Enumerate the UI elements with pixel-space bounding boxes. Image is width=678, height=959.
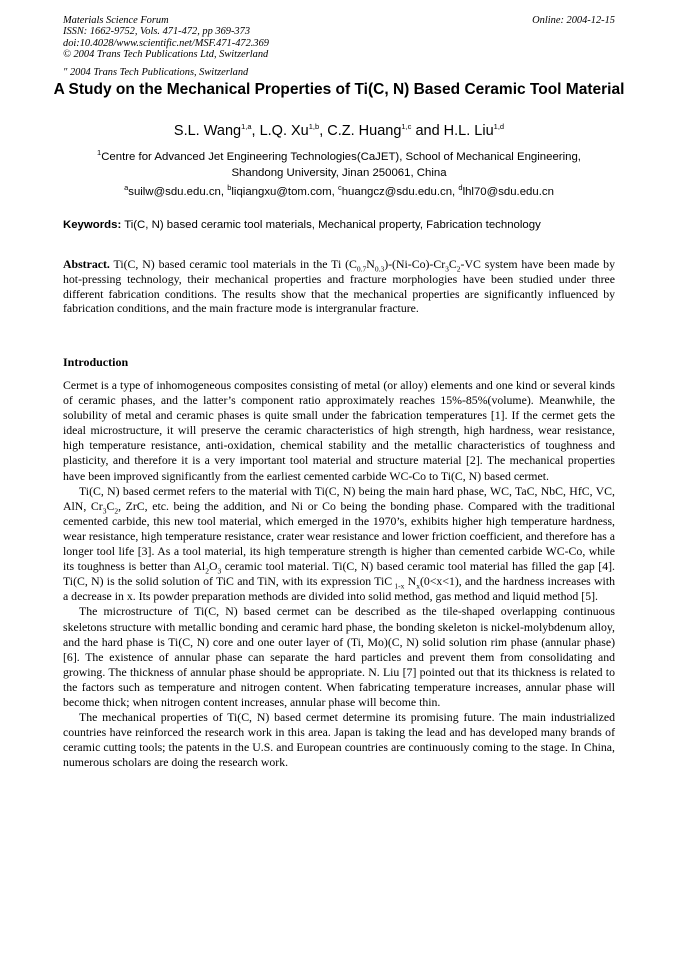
paragraph: The microstructure of Ti(C, N) based cermet can be described as the tile-shaped overlapping continuous skeletons structure with metallic bonding and ceramic hard phase, the bonding skeleton is nickel-molybdenum alloy, and the hard phase is Ti(C, N) core and one outer layer of (Ti, Mo)(C, N) solid solution rim phase (annular phase) [6]. The existence of annular phase can separate the hard particles and prevent them from consolidating and growing. The thickness of annular phase should be appropriate. N. Liu [7] pointed out that its thickness is related to the factors such as temperature and nitrogen content. When fabricating temperature increases, annular phase will become thick; when nitrogen content increases, annular phase will become thin. [63,604,615,709]
copyright-line: © 2004 Trans Tech Publications Ltd, Switzerland [63,49,269,61]
journal-header [63,15,269,61]
email-address[interactable]: suilw@sdu.edu.cn [128,186,221,198]
affiliation [40,150,638,181]
paragraph-sub: 2 [114,506,119,516]
keywords-label: Keywords: [63,219,122,231]
email-sup: d [458,183,463,193]
author-sup: 1,d [493,122,505,132]
email-address[interactable]: lhl70@sdu.edu.cn [462,186,554,198]
abstract-text: N [366,257,375,271]
doi-line: doi:10.4028/www.scientific.net/MSF.471-472.369 [63,37,269,49]
affiliation-line-1: Centre for Advanced Jet Engineering Technologies(CaJET), School of Mechanical Engineering, [101,151,581,163]
affiliation-line-2: Shandong University, Jinan 250061, China [231,166,447,179]
paragraph-sub: 2 [205,566,209,576]
paragraph-sub: x [416,581,420,591]
abstract-text: Ti(C, N) based ceramic tool materials in the Ti (C [113,257,357,271]
author-list: S.L. Wang$^{1,a}$, L.Q. Xu$^{1,b}$, C.Z. Huang$^{1,c}$ and H.L. Liu$^{1,d}$ [173,122,505,139]
author-sup: 1,b [308,122,320,132]
abstract-sub: 3 [445,264,449,274]
paragraph [63,484,615,605]
email-sup: c [337,183,342,193]
author-sup: 1,c [401,122,412,132]
abstract-sub: 2 [456,264,461,274]
email-address[interactable]: huangcz@sdu.edu.cn [341,186,453,198]
abstract-sub: 0.7 [356,264,367,274]
abstract-text: )-(Ni-Co)-Cr [384,257,446,271]
paragraph-text: (0<x<1), and the hardness increases with a decrease in x. Its powder preparation methods are divided into solid method, gas method and liquid method [5]. [63,574,616,604]
keywords [63,219,615,231]
author-name: C.Z. Huang [327,123,402,139]
author-name: S.L. Wang [173,123,242,139]
paragraph-text: Ti(C, N) based cermet refers to the material with Ti(C, N) being the main hard phase, WC, TaC, NbC, HfC, VC, AlN, Cr [63,483,615,513]
paragraph: Cermet is a type of inhomogeneous composites consisting of metal (or alloy) elements and one kind or several kinds of ceramic phases, and the latter’s component ratio approximately reaches 15%-85%(volume). Meanwhile, the solubility of metal and ceramic phases is quite small under the fabrication temperatures [1]. If the cermet gets the ideal microstructure, it will preserve the ceramic characteristics of high strength, high hardness, wear resistance, high temperature resistance, anti-oxidation, chemical stability and the metallic characteristics of toughness and plasticity, and therefore it is a very important tool material and structure material [2]. The mechanical properties have been improved significantly from the earliest cemented carbide WC-Co to Ti(C, N) based cermet. [63,378,615,483]
author-name: L.Q. Xu [259,123,309,139]
paragraph-sub: 3 [102,506,107,516]
paragraph-sub: 3 [217,566,222,576]
section-heading-introduction: Introduction [63,355,129,369]
paragraph-text: O [208,559,218,574]
abstract-text: C [448,257,457,271]
keywords-text: Ti(C, N) based ceramic tool materials, Mechanical property, Fabrication technology [124,219,541,231]
introduction-body [63,378,615,770]
paragraph-sub: 1-x [392,581,405,591]
copyright-line-2: " 2004 Trans Tech Publications, Switzerland [63,67,249,78]
email-address[interactable]: liqiangxu@tom.com [231,186,332,198]
affiliation-sup: 1 [97,148,102,158]
paragraph-text: , ZrC, etc. being the addition, and Ni or Co being the bonding phase. Compared with the traditional cemented carbide, this new tool material, which emerged in the 1970’s, exhibits higher high temperature hardness, wear resistance, high temperature resistance, crater wear resistance and lower friction coefficient, and therefore has a longer tool life [3]. As a tool material, its high temperature strength is higher than cemented carbide WC-Co, while its toughness is better than Al [63,498,615,574]
abstract-label: Abstract. [63,257,110,271]
abstract [63,257,615,316]
author-sup: 1,a [241,122,252,132]
issn-line: ISSN: 1662-9752, Vols. 471-472, pp 369-373 [63,26,251,38]
abstract-sub: 0.3 [374,264,385,274]
paper-title: A Study on the Mechanical Properties of Ti(C, N) Based Ceramic Tool Material [53,81,625,98]
email-list: $^a$suilw@sdu.edu.cn, $^b$liqiangxu@tom.com, $^c$huangcz@sdu.edu.cn, $^d$lhl70@sdu.edu.cn [124,183,554,198]
abstract-text: -VC system have been made by hot-pressing technology, their mechanical properties and fracture morphologies have been studied under three different fabrication conditions. The results show that the mechanical properties are significantly influenced by fabrication conditions, and the main fracture mode is intergranular fracture. [63,257,615,316]
paragraph: The mechanical properties of Ti(C, N) based cermet determine its promising future. The main industrialized countries have reinforced the research work in this area. Japan is taking the lead and has developed many brands of ceramic cutting tools; the patents in the U.S. and European countries are continuously coming to the stage. In China, numerous scholars are doing the research work. [63,710,615,770]
email-sup: a [124,183,129,193]
journal-name: Materials Science Forum [63,15,169,26]
author-name: H.L. Liu [443,123,494,139]
online-date: Online: 2004-12-15 [532,15,615,26]
paragraph-text: C [106,498,115,513]
paragraph-text: N [404,574,417,589]
paragraph-text: ceramic tool material. Ti(C, N) based ceramic tool material has filled the gap [4]. Ti(C, N) is the solid solution of TiC and TiN, with its expression TiC [63,559,615,589]
email-sup: b [227,183,232,193]
